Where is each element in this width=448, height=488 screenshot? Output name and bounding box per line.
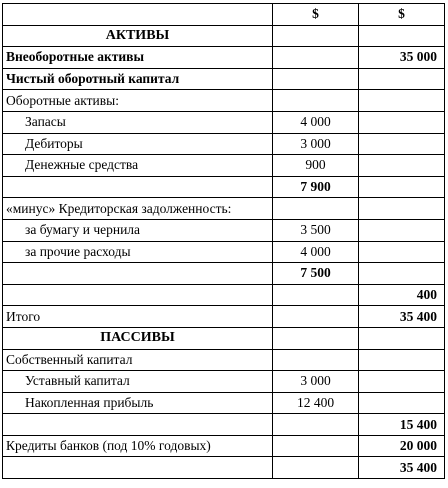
value-cell (273, 414, 359, 436)
value-cell (273, 284, 359, 306)
section-heading-liabilities: ПАССИВЫ (3, 327, 273, 349)
value-cell (273, 25, 359, 47)
table-row (3, 349, 445, 371)
row-label: Чистый оборотный капитал (3, 68, 273, 90)
row-label (3, 414, 273, 436)
row-label: Денежные средства (3, 155, 273, 177)
table-row (3, 306, 445, 328)
value-cell (273, 90, 359, 112)
table-row (3, 90, 445, 112)
value-cell (273, 349, 359, 371)
total-cell (359, 176, 445, 198)
row-label: «минус» Кредиторская задолженность: (3, 198, 273, 220)
total-cell (359, 68, 445, 90)
value-cell: 4 000 (273, 111, 359, 133)
table-row (3, 176, 445, 198)
row-label: Запасы (3, 111, 273, 133)
total-cell: 400 (359, 284, 445, 306)
table-row (3, 263, 445, 285)
total-cell (359, 349, 445, 371)
total-cell: 35 000 (359, 47, 445, 69)
value-cell: 3 000 (273, 133, 359, 155)
balance-sheet-table (2, 3, 445, 479)
row-label: Итого (3, 306, 273, 328)
table-row (3, 198, 445, 220)
label-cell (3, 4, 273, 26)
value-cell: 3 500 (273, 219, 359, 241)
table-row (3, 435, 445, 457)
value-cell (273, 435, 359, 457)
section-heading-assets: АКТИВЫ (3, 25, 273, 47)
total-cell (359, 392, 445, 414)
row-label (3, 263, 273, 285)
table-row (3, 327, 445, 349)
value-cell (273, 47, 359, 69)
total-cell (359, 371, 445, 393)
value-cell: 900 (273, 155, 359, 177)
value-cell (273, 198, 359, 220)
table-row (3, 371, 445, 393)
table-row (3, 111, 445, 133)
row-label (3, 284, 273, 306)
table-row (3, 47, 445, 69)
row-label: Кредиты банков (под 10% годовых) (3, 435, 273, 457)
total-cell (359, 327, 445, 349)
total-cell: 15 400 (359, 414, 445, 436)
row-label: Накопленная прибыль (3, 392, 273, 414)
table-row (3, 219, 445, 241)
total-cell (359, 263, 445, 285)
header-row (3, 4, 445, 26)
total-cell (359, 241, 445, 263)
currency-header-1: $ (273, 4, 359, 26)
total-cell (359, 198, 445, 220)
total-cell (359, 111, 445, 133)
row-label: Собственный капитал (3, 349, 273, 371)
total-cell (359, 133, 445, 155)
row-label: Оборотные активы: (3, 90, 273, 112)
value-cell (273, 327, 359, 349)
table-row (3, 392, 445, 414)
total-cell (359, 219, 445, 241)
row-label (3, 176, 273, 198)
row-label: Дебиторы (3, 133, 273, 155)
subtotal-cell: 7 500 (273, 263, 359, 285)
table-row (3, 68, 445, 90)
subtotal-cell: 7 900 (273, 176, 359, 198)
table-row (3, 457, 445, 479)
row-label (3, 457, 273, 479)
table-row (3, 155, 445, 177)
currency-header-2: $ (359, 4, 445, 26)
total-cell: 35 400 (359, 457, 445, 479)
total-cell (359, 25, 445, 47)
table-row (3, 133, 445, 155)
total-cell (359, 90, 445, 112)
row-label: за бумагу и чернила (3, 219, 273, 241)
value-cell (273, 457, 359, 479)
row-label: Уставный капитал (3, 371, 273, 393)
row-label: Внеоборотные активы (3, 47, 273, 69)
value-cell: 3 000 (273, 371, 359, 393)
value-cell (273, 68, 359, 90)
value-cell: 12 400 (273, 392, 359, 414)
table-row (3, 284, 445, 306)
total-cell: 20 000 (359, 435, 445, 457)
table-row (3, 25, 445, 47)
value-cell (273, 306, 359, 328)
row-label: за прочие расходы (3, 241, 273, 263)
value-cell: 4 000 (273, 241, 359, 263)
total-cell (359, 155, 445, 177)
table-row (3, 414, 445, 436)
total-cell: 35 400 (359, 306, 445, 328)
table-row (3, 241, 445, 263)
